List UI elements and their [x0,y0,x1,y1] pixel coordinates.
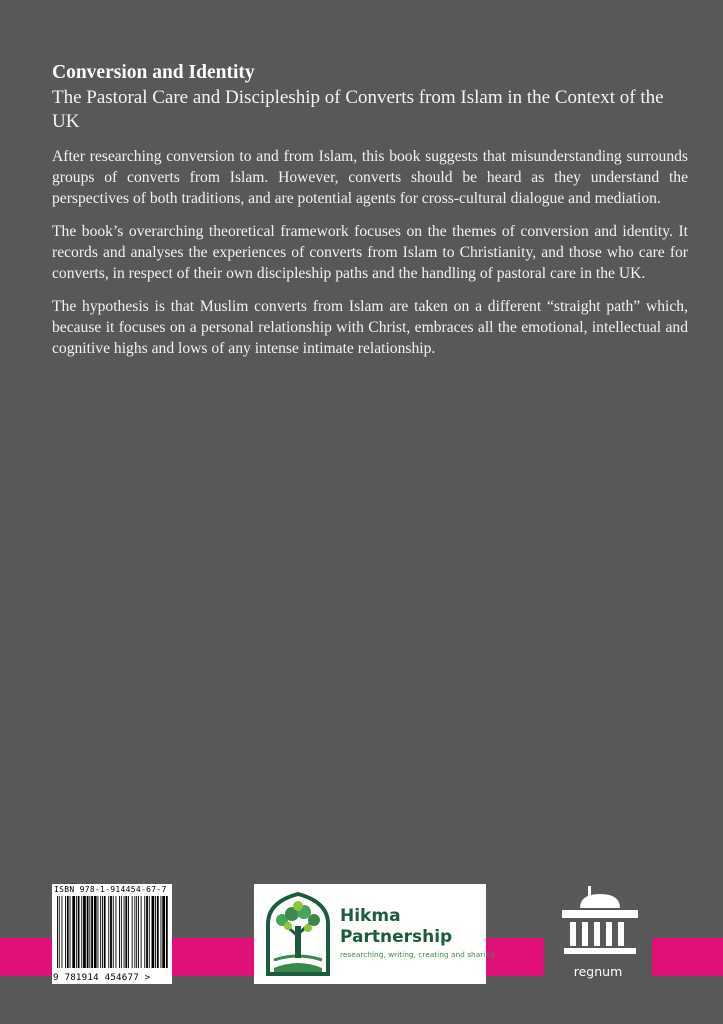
barcode-bar [83,896,86,968]
barcode-bar [138,896,139,968]
barcode-bar [102,896,103,968]
tree-arch-icon [262,890,334,978]
barcode-bar [67,896,69,968]
blurb-paragraph-3: The hypothesis is that Muslim converts from Islam are taken on a different “straight path” which, because it focuses on a personal relationship with Christ, embraces all the emotional, intellectual and cognitive highs and lows of any intense intimate relationship. [52,298,688,357]
barcode-bar [72,896,75,968]
barcode-bar [144,896,145,968]
regnum-wordmark: regnum [573,964,623,979]
barcode-bar [70,896,71,968]
book-title: Conversion and Identity [52,62,255,83]
barcode-bar [125,896,127,968]
barcode-bar [116,896,117,968]
barcode-bar [119,896,120,968]
hikma-name-line2: Partnership [340,927,453,947]
barcode-bar [128,896,129,968]
barcode-bar [146,896,148,968]
barcode-bar [155,896,156,968]
barcode-bar [121,896,122,968]
barcode-bar [124,896,125,968]
barcode-bar [94,896,97,968]
barcode-bar [110,896,112,968]
barcode-bar [113,896,114,968]
barcode-bar [132,896,133,968]
isbn-barcode [52,884,172,984]
barcode-bar [57,896,58,968]
barcode-bar [78,896,80,968]
barcode-bar [81,896,82,968]
barcode-bar [134,896,135,968]
barcode-bar [157,896,159,968]
book-subtitle: The Pastoral Care and Discipleship of Converts from Islam in the Context of the UK [52,87,664,132]
back-cover-text [52,60,688,371]
barcode-bar [59,896,60,968]
barcode-bar [76,896,77,968]
barcode-bar [166,896,168,968]
hikma-name [340,906,452,948]
barcode-bar [141,896,142,968]
hikma-name-line1: Hikma [340,906,401,926]
hikma-partnership-logo [254,884,495,984]
barcode-bar [65,896,66,968]
isbn-label: ISBN 978-1-914454-67-7 [54,885,167,894]
blurb-paragraph-2: The book’s overarching theoretical framework focuses on the themes of conversion and identity. It records and analyses the experiences of converts from Islam to Christianity, and those who care for converts, in respect of their own discipleship paths and the handling of pastoral care in the UK. [52,223,688,282]
hikma-tagline: researching, writing, creating and sharing [340,950,495,959]
barcode-bar [91,896,93,968]
regnum-logo [556,884,646,984]
barcode-bar [87,896,89,968]
blurb-paragraph-1: After researching conversion to and from Islam, this book suggests that misunderstanding surrounds groups of converts from Islam. However, converts should be heard as they understand the perspectives of both traditions, and are potential agents for cross-cultural dialogue and mediation. [52,148,688,207]
barcode-bar [98,896,99,968]
accent-band [652,938,723,976]
barcode-bar [149,896,150,968]
accent-band [0,938,52,976]
barcode-bar [89,896,90,968]
accent-band [172,938,254,976]
barcode-bar [108,896,109,968]
barcode-bar [152,896,155,968]
barcode-bar [100,896,101,968]
barcode-bars [56,896,168,968]
domed-building-icon [558,884,642,962]
barcode-digits: 9 781914 454677 > [53,972,151,983]
barcode-bar [62,896,63,968]
barcode-bar [161,896,162,968]
barcode-bar [104,896,106,968]
barcode-bar [162,896,165,968]
barcode-bar [136,896,137,968]
